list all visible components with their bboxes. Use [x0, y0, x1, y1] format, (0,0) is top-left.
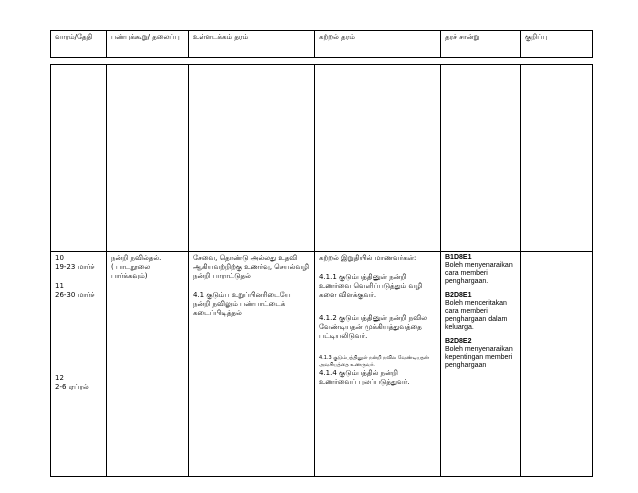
- evidence-3-code: B2D8E2: [445, 338, 472, 345]
- evidence-3-text: Boleh menyenaraikan kepentingan memberi penghargaan: [445, 346, 513, 369]
- week-2-date: 26-30 மார்ச்: [55, 291, 95, 299]
- lesson-row: [51, 252, 593, 477]
- topic-title: நன்றி நவில்தல்.: [111, 254, 162, 262]
- blank-cell: [521, 65, 593, 252]
- blank-cell: [441, 65, 521, 252]
- topic-cell: [107, 252, 189, 477]
- learning-intro: கற்றல் இறுதியில் மாணவர்கள்:: [319, 254, 417, 262]
- week-1-date: 19-23 மார்ச்: [55, 263, 95, 271]
- notes-cell: [521, 252, 593, 477]
- header-evidence: தரச் சான்று: [441, 31, 521, 58]
- evidence-2-text: Boleh menceritakan cara memberi penghargaan dalam keluarga.: [445, 300, 508, 331]
- content-standard-1: சேவை, தொண்டு அல்லது உதவி ஆகியவற்றிற்கு உணர்வு, செயல்வழி நன்றி பாராட்டுதல்: [193, 254, 310, 280]
- header-topic: பண்புக்கூறு/ தலைப்பு: [107, 31, 189, 58]
- week-1-number: 10: [55, 254, 64, 262]
- evidence-1-text: Boleh menyenaraikan cara memberi penghargaan.: [445, 262, 513, 285]
- topic-subtitle: ( பாடநூலை பார்க்கவும்): [111, 263, 151, 280]
- blank-cell: [51, 65, 107, 252]
- header-content-standard: உள்ளடக்கம் தரம்: [189, 31, 315, 58]
- learning-standard-2: 4.1.2 குடும்பத்தினுள் நன்றி நவில வேண்டியதன் முக்கியத்துவத்தை பட்டியலிடுவர்.: [319, 314, 428, 340]
- header-row: [51, 31, 593, 58]
- learning-standard-1: 4.1.1 குடும்பத்தினுள் நன்றி உணர்வை வெளிப்படுத்தும் வழி களை விளக்குவர்.: [319, 273, 423, 299]
- header-table: [50, 30, 593, 58]
- evidence-2-code: B2D8E1: [445, 292, 472, 299]
- blank-cell: [107, 65, 189, 252]
- week-2-number: 11: [55, 282, 64, 290]
- week-cell: [51, 252, 107, 477]
- evidence-1-code: B1D8E1: [445, 254, 472, 261]
- blank-row: [51, 65, 593, 252]
- blank-cell: [315, 65, 441, 252]
- header-learning-standard: கற்றல் தரம்: [315, 31, 441, 58]
- learning-standard-4: 4.1.4 குடும்பத்தில் நன்றி உணர்வைப் புலப்படுத்துவர்.: [319, 369, 410, 386]
- content-standard-2: 4.1 குடும்ப உறுப்பினரிடையே நன்றி நவிலும் பண்பாட்டைக் கடைப்பிடித்தல்: [193, 291, 291, 317]
- content-standard-cell: [189, 252, 315, 477]
- blank-cell: [189, 65, 315, 252]
- header-notes: குறிப்பு: [521, 31, 593, 58]
- week-3-date: 2-6 ஏப்ரல்: [55, 383, 89, 391]
- header-week-date: வாரம்/தேதி: [51, 31, 107, 58]
- learning-standard-cell: [315, 252, 441, 477]
- lesson-table: [50, 64, 593, 477]
- learning-standard-3: 4.1.3 குடும்பத்தினுள் நன்றி நவில வேண்டியதன் அவசியத்தை உணருவர்.: [319, 355, 429, 368]
- evidence-cell: [441, 252, 521, 477]
- week-3-number: 12: [55, 374, 64, 382]
